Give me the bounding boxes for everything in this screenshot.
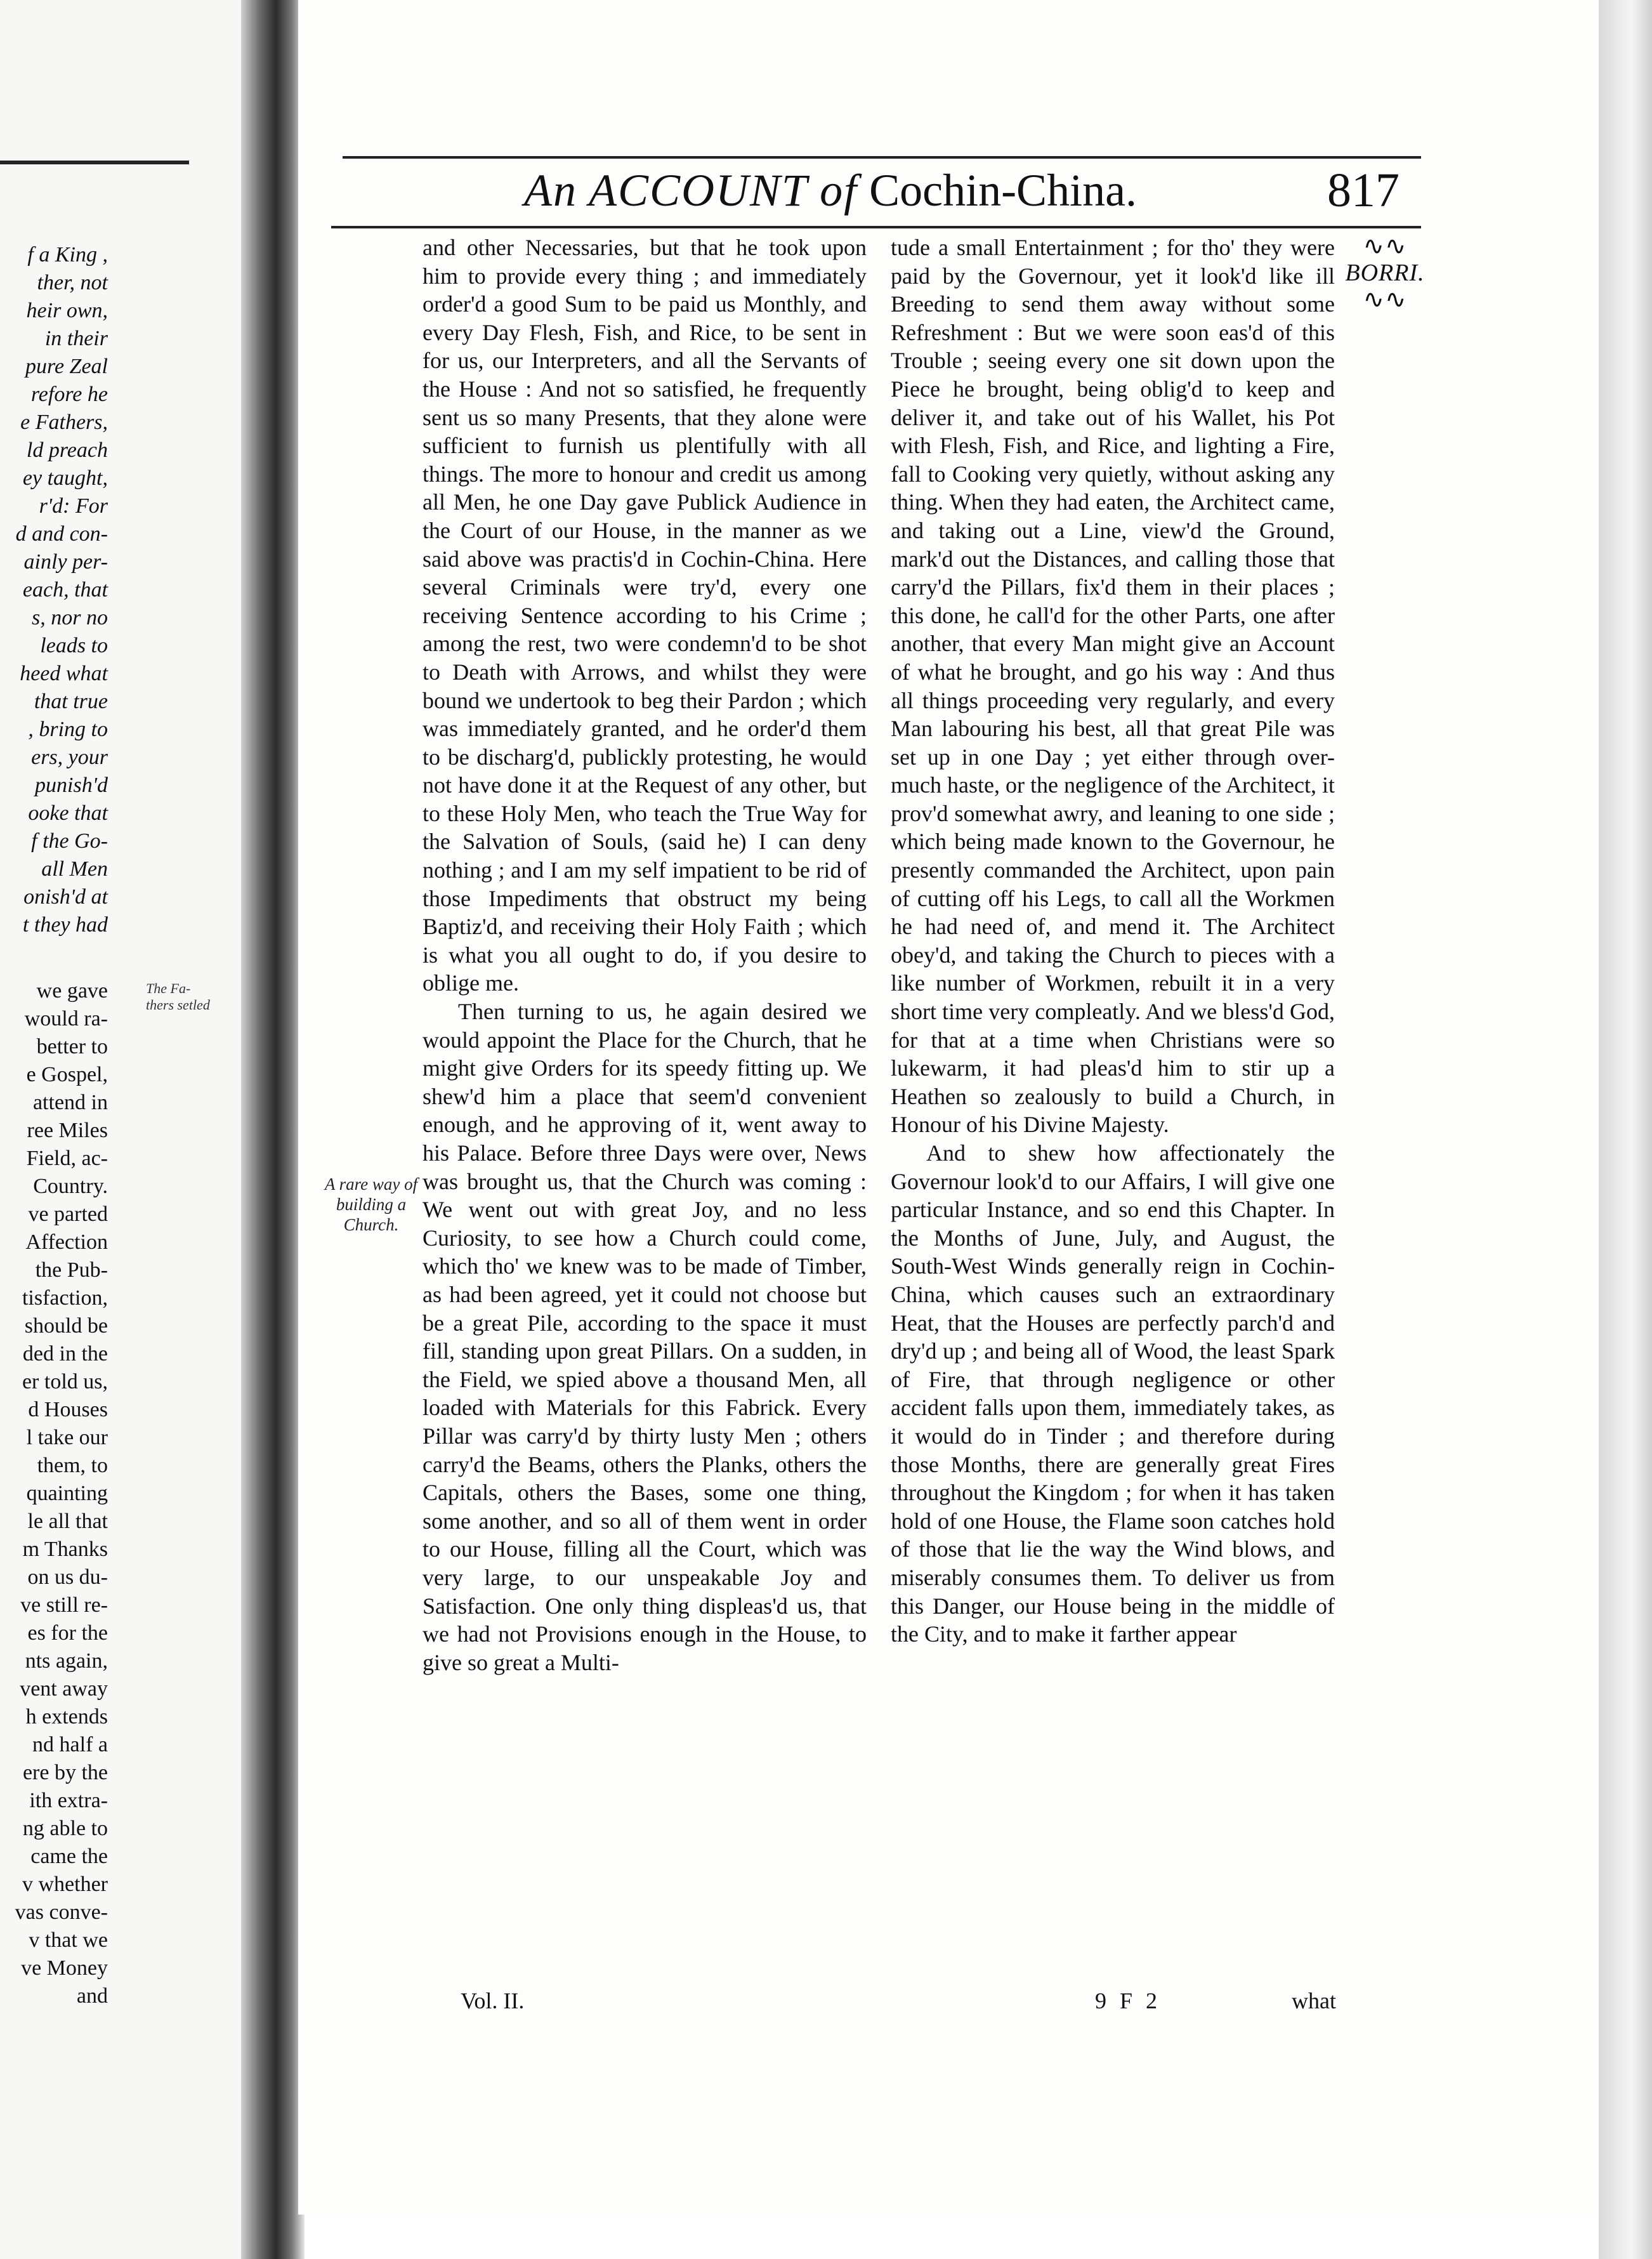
facing-page-text-top (0, 241, 108, 939)
facing-page-line: ng able to (22, 1817, 108, 1840)
facing-page-line: ere by the (22, 1761, 108, 1784)
facing-page-line: ainly per- (23, 550, 108, 574)
page-footer (461, 1985, 1336, 2017)
author-name: BORRI. (1345, 260, 1425, 286)
facing-page-line: nts again, (25, 1649, 108, 1673)
facing-page-line: es for the (27, 1621, 108, 1645)
facing-page-line: l take our (26, 1426, 108, 1449)
paragraph: and other Necessaries, but that he took upon him to provide every thing ; and immediately order'd a good Sum to be paid us Monthly, and every Day Flesh, Fish, and Rice, to be sent in for us, our Interpreters, and all the Servants of the House : And not so satisfied, he frequently sent us so many Presents, that they alone were sufficient to furnish us plentifully with all things. The more to honour and credit us among all Men, he one Day gave Publick Audience in the Court of our House, in the manner as we said above was practis'd in Cochin-China. Here several Criminals were try'd, every one receiving Sentence according to his Crime ; among the rest, two were condemn'd to be shot to Death with Arrows, and whilst they were bound we undertook to beg their Pardon ; which was immediately granted, and he order'd them to be discharg'd, publickly protesting, he would not have done it at the Request of any other, but to these Holy Men, who teach the True Way for the Salvation of Souls, (said he) I can deny nothing ; and I am my self impatient to be rid of those Impediments that obstruct my being Baptiz'd, and receiving their Holy Faith ; which is what you all ought to do, if you desire to oblige me. (423, 235, 867, 996)
facing-page-line: onish'd at (23, 885, 108, 909)
facing-page-line: ther, not (37, 271, 108, 294)
flourish-bottom-icon: ∿∿ (1363, 285, 1407, 313)
facing-page-line: attend in (32, 1091, 108, 1114)
facing-page-line: f the Go- (31, 829, 108, 853)
facing-page-line: h extends (25, 1705, 108, 1729)
facing-page-line: m Thanks (22, 1538, 108, 1561)
facing-page-line: ve parted (28, 1202, 108, 1226)
facing-page-line: quainting (26, 1482, 108, 1505)
facing-page-line: heir own, (26, 299, 108, 322)
facing-page-line: refore he (30, 383, 108, 406)
facing-page-line: v whether (22, 1873, 108, 1896)
facing-page-line: nd half a (32, 1733, 108, 1756)
facing-page-line: Field, ac- (26, 1147, 108, 1170)
facing-page-line: on us du- (27, 1565, 108, 1589)
facing-page-line: ld preach (26, 438, 108, 462)
facing-page-line: s, nor no (32, 606, 108, 629)
paragraph: Then turning to us, he again desired we would appoint the Place for the Church, that he might give Orders for its speedy fitting up. We shew'd him a place that seem'd convenient enough, and he approving of it, went away to his Palace. Before three Days were over, News was brought us, that the Church was coming : We went out with great Joy, and no less Curiosity, to see how a Church could come, which tho' we knew was to be made of Timber, as had been agreed, yet it could not choose but be a great Pile, according to the space it must fill, standing upon great Pillars. On a sudden, in the Field, we spied above a thousand Men, all loaded with Materials for this Fabrick. Every Pillar was carry'd by thirty lusty Men ; others carry'd the Beams, others the Planks, others the Capitals, others the Bases, some one thing, some another, and so all of them went in order to our House, filling all the Court, which was very large, to our unspeakable Joy and Satisfaction. One only thing displeas'd us, that we had not Provisions enough in the House, to give so great a Multi- (423, 999, 867, 1675)
running-head-of: of (820, 165, 858, 216)
facing-page-line: Country. (33, 1175, 108, 1198)
facing-page-text-bottom (0, 977, 108, 2010)
volume-label: Vol. II. (461, 1988, 525, 2013)
facing-page-line: vas conve- (15, 1900, 108, 1924)
facing-page-line: pure Zeal (25, 355, 108, 378)
facing-page-line: ith extra- (29, 1789, 108, 1812)
facing-page-rule (0, 161, 189, 164)
running-head-an: An (524, 165, 577, 216)
running-head (524, 159, 1317, 222)
paragraph: tude a small Entertainment ; for tho' they were paid by the Governour, yet it look'd like ill Breeding to send them away without some Refreshment : But we were soon eas'd of this Trouble ; seeing every one sit down upon the Piece he brought, being oblig'd to keep and deliver it, and take out of his Wallet, his Pot with Flesh, Fish, and Rice, and lighting a Fire, fall to Cooking very quietly, without asking any thing. When they had eaten, the Architect came, and taking out a Line, view'd the Ground, mark'd out the Distances, and calling those that carry'd the Pillars, fix'd them in their places ; this done, he call'd for the other Parts, one after another, that every Man might give an Account of what he brought, and go his way : And thus all things proceeding very regularly, and every Man labouring his best, all that great Pile was set up in one Day ; yet either through over-much haste, or the negligence of the Architect, it prov'd somewhat awry, and leaning to one side ; which being made known to the Governour, he presently commanded the Architect, upon pain of cutting off his Legs, to call all the Workmen he had need of, and mend it. The Architect obey'd, and taking the Church to pieces with a like number of Workmen, rebuilt it in a very short time very compleatly. And we bless'd God, for that at a time when Christians were so lukewarm, it had pleas'd him to stir up a Heathen so zealously to build a Church, in Honour of his Divine Majesty. (891, 235, 1335, 1138)
facing-page-fragment (0, 0, 241, 2259)
facing-page-line: d and con- (15, 522, 108, 546)
paragraph: And to shew how affectionately the Governour look'd to our Affairs, I will give one particular Instance, and so end this Chapter. In the Months of June, July, and August, the South-West Winds generally reign in Cochin-China, which causes such an extraordinary Heat, that the Houses are perfectly parch'd and dry'd up ; and being all of Wood, the least Spark of Fire, that through negligence or other accident falls upon them, immediately takes, as it would do in Tinder ; and therefore during those Months, there are generally great Fires throughout the Kingdom ; for when it has taken hold of one House, the Flame soon catches hold of those that lie the way the Wind blows, and miserably consumes them. To deliver us from this Danger, our House being in the middle of the City, and to make it farther appear (891, 1140, 1335, 1647)
facing-page-line: f a King , (27, 243, 108, 267)
facing-page-line: heed what (20, 662, 108, 685)
facing-page-line: that true (34, 690, 108, 713)
facing-page-line: in their (44, 327, 108, 350)
facing-page-line: d Houses (28, 1398, 108, 1421)
facing-page-line: t they had (22, 913, 108, 937)
facing-page-line: e Fathers, (20, 411, 108, 434)
facing-page-line: them, to (37, 1454, 108, 1477)
text-column-right (891, 234, 1335, 1649)
facing-page-line: would ra- (24, 1007, 108, 1031)
facing-page-line: er told us, (22, 1370, 108, 1393)
page-number: 817 (1327, 164, 1400, 217)
catchword: what (1292, 1988, 1336, 2013)
running-head-place: Cochin-China. (869, 165, 1137, 216)
facing-page-line: ve Money (21, 1956, 108, 1980)
page-edge (1599, 0, 1652, 2259)
facing-page-line: the Pub- (35, 1258, 108, 1282)
facing-page-margin-note: The Fa- thers setled (146, 980, 210, 1013)
facing-page-line: ey taught, (22, 466, 108, 490)
running-head-account: ACCOUNT (588, 165, 809, 216)
facing-page-line: leads to (40, 634, 108, 657)
facing-page-line: each, that (22, 578, 108, 602)
facing-page-line: better to (36, 1035, 108, 1058)
signature-mark: 9 F 2 (1095, 1988, 1162, 2013)
facing-page-line: v that we (29, 1928, 108, 1952)
facing-page-line: Affection (25, 1230, 108, 1254)
facing-page-line: , bring to (28, 718, 108, 741)
facing-page-line: e Gospel, (26, 1063, 108, 1086)
facing-page-line: ooke that (28, 801, 108, 825)
facing-page-line: came the (30, 1845, 108, 1868)
text-column-left (423, 234, 867, 1676)
facing-page-line: should be (24, 1314, 108, 1338)
facing-page-line: vent away (20, 1677, 108, 1701)
facing-page-line: le all that (27, 1510, 108, 1533)
facing-page-line: all Men (41, 857, 108, 881)
facing-page-line: r'd: For (39, 494, 108, 518)
header-rule-bottom (331, 226, 1421, 228)
marginal-note: A rare way of building a Church. (324, 1175, 418, 1234)
facing-page-line: ded in the (22, 1342, 108, 1366)
facing-page-line: ers, your (31, 746, 108, 769)
facing-page-line: tisfaction, (22, 1286, 108, 1310)
facing-page-line: punish'd (35, 774, 108, 797)
book-gutter-shadow (241, 0, 305, 2259)
author-margin-mark (1337, 234, 1432, 312)
facing-page-line: and (76, 1984, 108, 2008)
flourish-top-icon: ∿∿ (1363, 232, 1407, 260)
facing-page-line: ree Miles (27, 1119, 108, 1142)
facing-page-line: ve still re- (20, 1593, 108, 1617)
facing-page-line: we gave (36, 979, 108, 1003)
